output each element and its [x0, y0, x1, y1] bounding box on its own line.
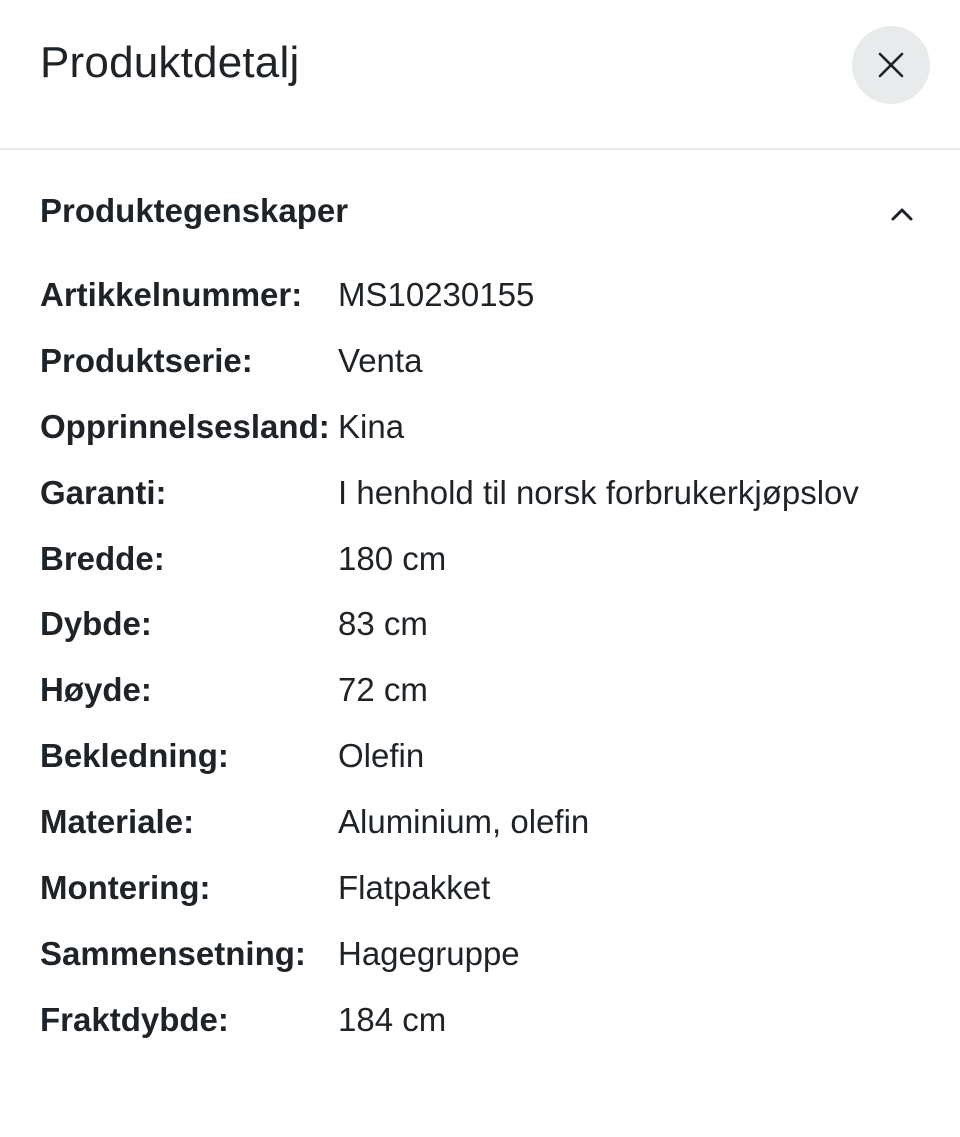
close-button[interactable]	[852, 26, 930, 104]
property-row-produktserie	[40, 328, 920, 394]
property-label: Bredde:	[40, 539, 165, 577]
property-value: MS10230155	[338, 275, 535, 313]
property-row-montering	[40, 855, 920, 921]
property-row-sammensetning	[40, 921, 920, 987]
property-value: Aluminium, olefin	[338, 803, 590, 841]
section-toggle-produktegenskaper[interactable]	[0, 180, 960, 244]
property-row-hoyde	[40, 657, 920, 723]
property-value: I henhold til norsk forbrukerkjøpslov	[338, 473, 859, 511]
property-label: Montering:	[40, 868, 211, 906]
property-label: Garanti:	[40, 473, 167, 511]
property-list	[40, 262, 920, 1053]
property-label: Fraktdybde:	[40, 1000, 229, 1038]
property-row-garanti	[40, 460, 920, 526]
property-label: Høyde:	[40, 671, 152, 709]
chevron-up-icon[interactable]	[886, 198, 918, 230]
section-title: Produktegenskaper	[40, 192, 349, 229]
property-label: Opprinnelsesland:	[40, 407, 330, 445]
close-icon	[878, 52, 904, 78]
property-row-opprinnelsesland	[40, 394, 920, 460]
panel-header	[0, 0, 960, 150]
property-row-artikkelnummer	[40, 262, 920, 328]
property-value: Venta	[338, 341, 423, 379]
property-value: Olefin	[338, 737, 425, 775]
page-title: Produktdetalj	[40, 38, 300, 87]
property-value: 184 cm	[338, 1000, 447, 1038]
property-label: Dybde:	[40, 605, 152, 643]
property-value: Flatpakket	[338, 868, 491, 906]
property-row-dybde	[40, 591, 920, 657]
property-value: 180 cm	[338, 539, 447, 577]
property-row-bredde	[40, 526, 920, 592]
property-label: Sammensetning:	[40, 934, 306, 972]
property-row-materiale	[40, 789, 920, 855]
property-row-fraktdybde	[40, 987, 920, 1053]
property-value: 72 cm	[338, 671, 428, 709]
property-label: Bekledning:	[40, 737, 229, 775]
property-label: Materiale:	[40, 803, 195, 841]
property-value: Kina	[338, 407, 405, 445]
property-label: Produktserie:	[40, 341, 253, 379]
property-label: Artikkelnummer:	[40, 275, 303, 313]
property-value: Hagegruppe	[338, 934, 520, 972]
property-row-bekledning	[40, 723, 920, 789]
property-value: 83 cm	[338, 605, 428, 643]
